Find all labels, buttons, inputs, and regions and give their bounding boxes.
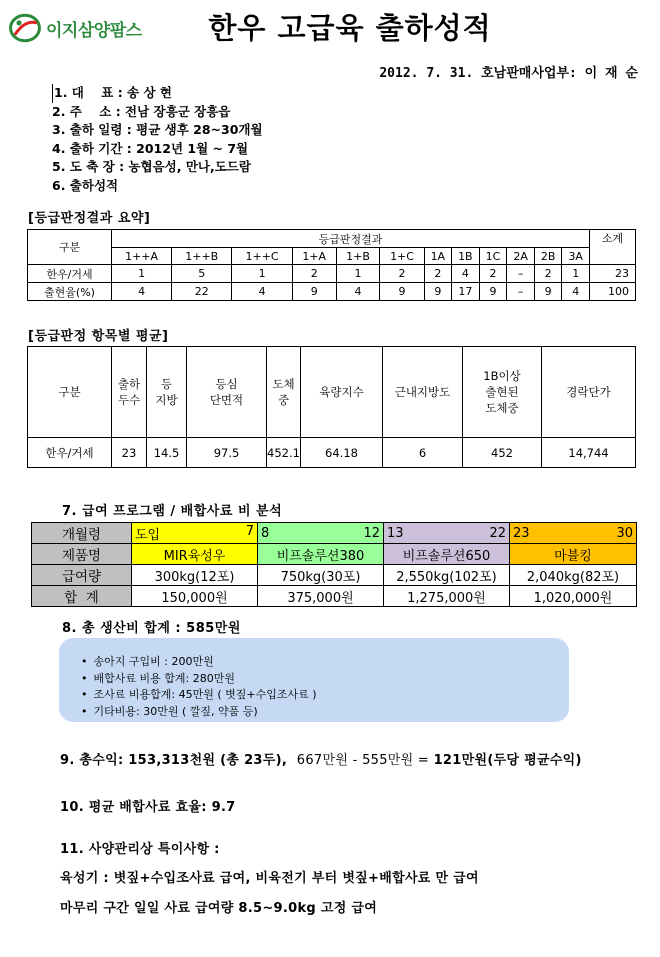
grade-cell: 2A	[507, 248, 535, 265]
sum-cell: 1,020,000원	[510, 586, 637, 607]
info-line: 6. 출하성적	[52, 177, 119, 193]
month-range-cell	[258, 523, 384, 544]
value-cell: 9	[424, 283, 452, 301]
value-cell: 4	[336, 283, 380, 301]
month-range-cell	[132, 523, 258, 544]
header-cell: 근내지방도	[383, 347, 463, 438]
value-cell: 452	[463, 438, 542, 468]
grade-cell: 1++C	[232, 248, 292, 265]
table-row	[28, 438, 636, 468]
profit-calc: 667만원 - 555만원 =	[296, 753, 434, 768]
profit-line	[60, 749, 582, 768]
month-end: 12	[363, 525, 380, 541]
dateline: 2012. 7. 31. 호남판매사업부: 이 재 순	[379, 66, 638, 81]
gubun-header: 구분	[28, 230, 112, 265]
value-cell: 64.18	[301, 438, 383, 468]
value-cell: 17	[452, 283, 480, 301]
company-logo	[8, 8, 158, 48]
row-label: 한우/거세	[28, 265, 112, 283]
profit-total: 9. 총수익: 153,313천원 (총 23두),	[60, 753, 288, 768]
document-title: 한우 고급육 출하성적	[208, 11, 492, 45]
amount-cell: 750kg(30포)	[258, 565, 384, 586]
grade-cell: 1++B	[172, 248, 232, 265]
feed-program-title: 7. 급여 프로그램 / 배합사료 비 분석	[62, 504, 283, 519]
value-cell: 1	[112, 265, 172, 283]
grade-cell: 1A	[424, 248, 452, 265]
item-avg-title: [등급판정 항목별 평균]	[28, 329, 169, 344]
header-cell: 육량지수	[301, 347, 383, 438]
value-cell: 6	[383, 438, 463, 468]
value-cell: 4	[452, 265, 480, 283]
row-label: 개월령	[32, 523, 132, 544]
month-start: 13	[387, 525, 404, 541]
month-end: 7	[245, 523, 254, 539]
month-start: 23	[513, 525, 530, 541]
grade-cell: 2B	[534, 248, 562, 265]
value-cell: 9	[534, 283, 562, 301]
row-label: 제품명	[32, 544, 132, 565]
cost-item: • 배합사료 비용 합계: 280만원	[81, 671, 569, 688]
month-range-cell	[510, 523, 637, 544]
value-cell: 4	[112, 283, 172, 301]
header-cell: 경락단가	[542, 347, 636, 438]
cost-item: • 기타비용: 30만원 ( 깔짚, 약품 등)	[81, 704, 569, 721]
value-cell: 97.5	[187, 438, 267, 468]
grade-cell: 1C	[479, 248, 507, 265]
value-cell: 2	[292, 265, 336, 283]
grade-summary-title: [등급판정결과 요약]	[28, 211, 151, 226]
product-cell: 비프솔루션650	[384, 544, 510, 565]
cost-item: • 조사료 비용합계: 45만원 ( 볏짚+수입조사료 )	[81, 687, 569, 704]
value-cell: 2	[534, 265, 562, 283]
grade-cell: 1+B	[336, 248, 380, 265]
value-cell: 2	[424, 265, 452, 283]
item-avg-table	[27, 346, 636, 468]
value-cell: 5	[172, 265, 232, 283]
grade-cell: 1++A	[112, 248, 172, 265]
header-cell: 1B이상 출현된 도체중	[463, 347, 542, 438]
row-label: 출현율(%)	[28, 283, 112, 301]
amount-cell: 2,040kg(82포)	[510, 565, 637, 586]
value-cell: 23	[112, 438, 147, 468]
cost-item: • 송아지 구입비 : 200만원	[81, 654, 569, 671]
header-cell: 구분	[28, 347, 112, 438]
value-cell: 2	[479, 265, 507, 283]
cost-breakdown-box	[59, 638, 569, 722]
product-row	[32, 544, 637, 565]
info-line: 1. 대 표 : 송 상 현	[52, 84, 263, 103]
row-label: 급여량	[32, 565, 132, 586]
month-end: 22	[489, 525, 506, 541]
product-cell: MIR육성우	[132, 544, 258, 565]
month-start: 도입	[135, 527, 161, 543]
info-line: 4. 출하 기간 : 2012년 1월 ~ 7월	[52, 140, 249, 156]
logo-text: 이지삼양팜스	[46, 20, 142, 41]
grade-cell: 1+A	[292, 248, 336, 265]
grade-group-header: 등급판정결과	[112, 230, 590, 248]
header-cell: 등 지방	[147, 347, 187, 438]
grade-summary-table	[27, 229, 636, 301]
grade-cell: 1B	[452, 248, 480, 265]
row-label: 합 계	[32, 586, 132, 607]
farm-info	[52, 84, 263, 195]
value-cell: 14.5	[147, 438, 187, 468]
amount-row	[32, 565, 637, 586]
table-row	[28, 283, 636, 301]
profit-per-head: 121만원(두당 평균수익)	[433, 753, 582, 768]
value-cell: 9	[292, 283, 336, 301]
special-note: 육성기 : 볏짚+수입조사료 급여, 비육전기 부터 볏짚+배합사료 만 급여	[60, 871, 479, 886]
month-end: 30	[616, 525, 633, 541]
value-cell: 452.1	[267, 438, 301, 468]
special-note: 마무리 구간 일일 사료 급여량 8.5~9.0kg 고정 급여	[60, 901, 378, 916]
value-cell: 22	[172, 283, 232, 301]
header-cell: 등심 단면적	[187, 347, 267, 438]
grade-cell: 1+C	[380, 248, 424, 265]
cost-title: 8. 총 생산비 합계 : 585만원	[62, 621, 241, 636]
value-cell: 4	[562, 283, 590, 301]
value-cell: 2	[380, 265, 424, 283]
sum-cell: 375,000원	[258, 586, 384, 607]
amount-cell: 2,550kg(102포)	[384, 565, 510, 586]
sum-row	[32, 586, 637, 607]
info-line: 2. 주 소 : 전남 장흥군 장흥읍	[52, 103, 231, 119]
subtotal-header: 소계	[590, 230, 636, 265]
sum-cell: 150,000원	[132, 586, 258, 607]
value-cell: 1	[232, 265, 292, 283]
value-cell: 9	[380, 283, 424, 301]
product-cell: 비프솔루션380	[258, 544, 384, 565]
feed-program-table	[31, 522, 637, 607]
amount-cell: 300kg(12포)	[132, 565, 258, 586]
total-cell: 23	[590, 265, 636, 283]
table-row	[28, 265, 636, 283]
month-range-cell	[384, 523, 510, 544]
value-cell: –	[507, 265, 535, 283]
value-cell: –	[507, 283, 535, 301]
info-line: 5. 도 축 장 : 농협음성, 만나,도드람	[52, 159, 251, 174]
feed-efficiency: 10. 평균 배합사료 효율: 9.7	[60, 800, 236, 815]
total-cell: 100	[590, 283, 636, 301]
value-cell: 1	[336, 265, 380, 283]
month-start: 8	[261, 525, 270, 541]
header-cell: 도체 중	[267, 347, 301, 438]
month-row	[32, 523, 637, 544]
header-cell: 출하 두수	[112, 347, 147, 438]
value-cell: 1	[562, 265, 590, 283]
grade-header-row	[28, 248, 636, 265]
grade-cell: 3A	[562, 248, 590, 265]
sum-cell: 1,275,000원	[384, 586, 510, 607]
value-cell: 14,744	[542, 438, 636, 468]
row-label: 한우/거세	[28, 438, 112, 468]
special-notes-title: 11. 사양관리상 특이사항 :	[60, 842, 220, 857]
value-cell: 9	[479, 283, 507, 301]
info-line: 3. 출하 일령 : 평균 생후 28~30개월	[52, 122, 263, 137]
value-cell: 4	[232, 283, 292, 301]
product-cell: 마블킹	[510, 544, 637, 565]
logo-mark-icon	[8, 11, 42, 45]
